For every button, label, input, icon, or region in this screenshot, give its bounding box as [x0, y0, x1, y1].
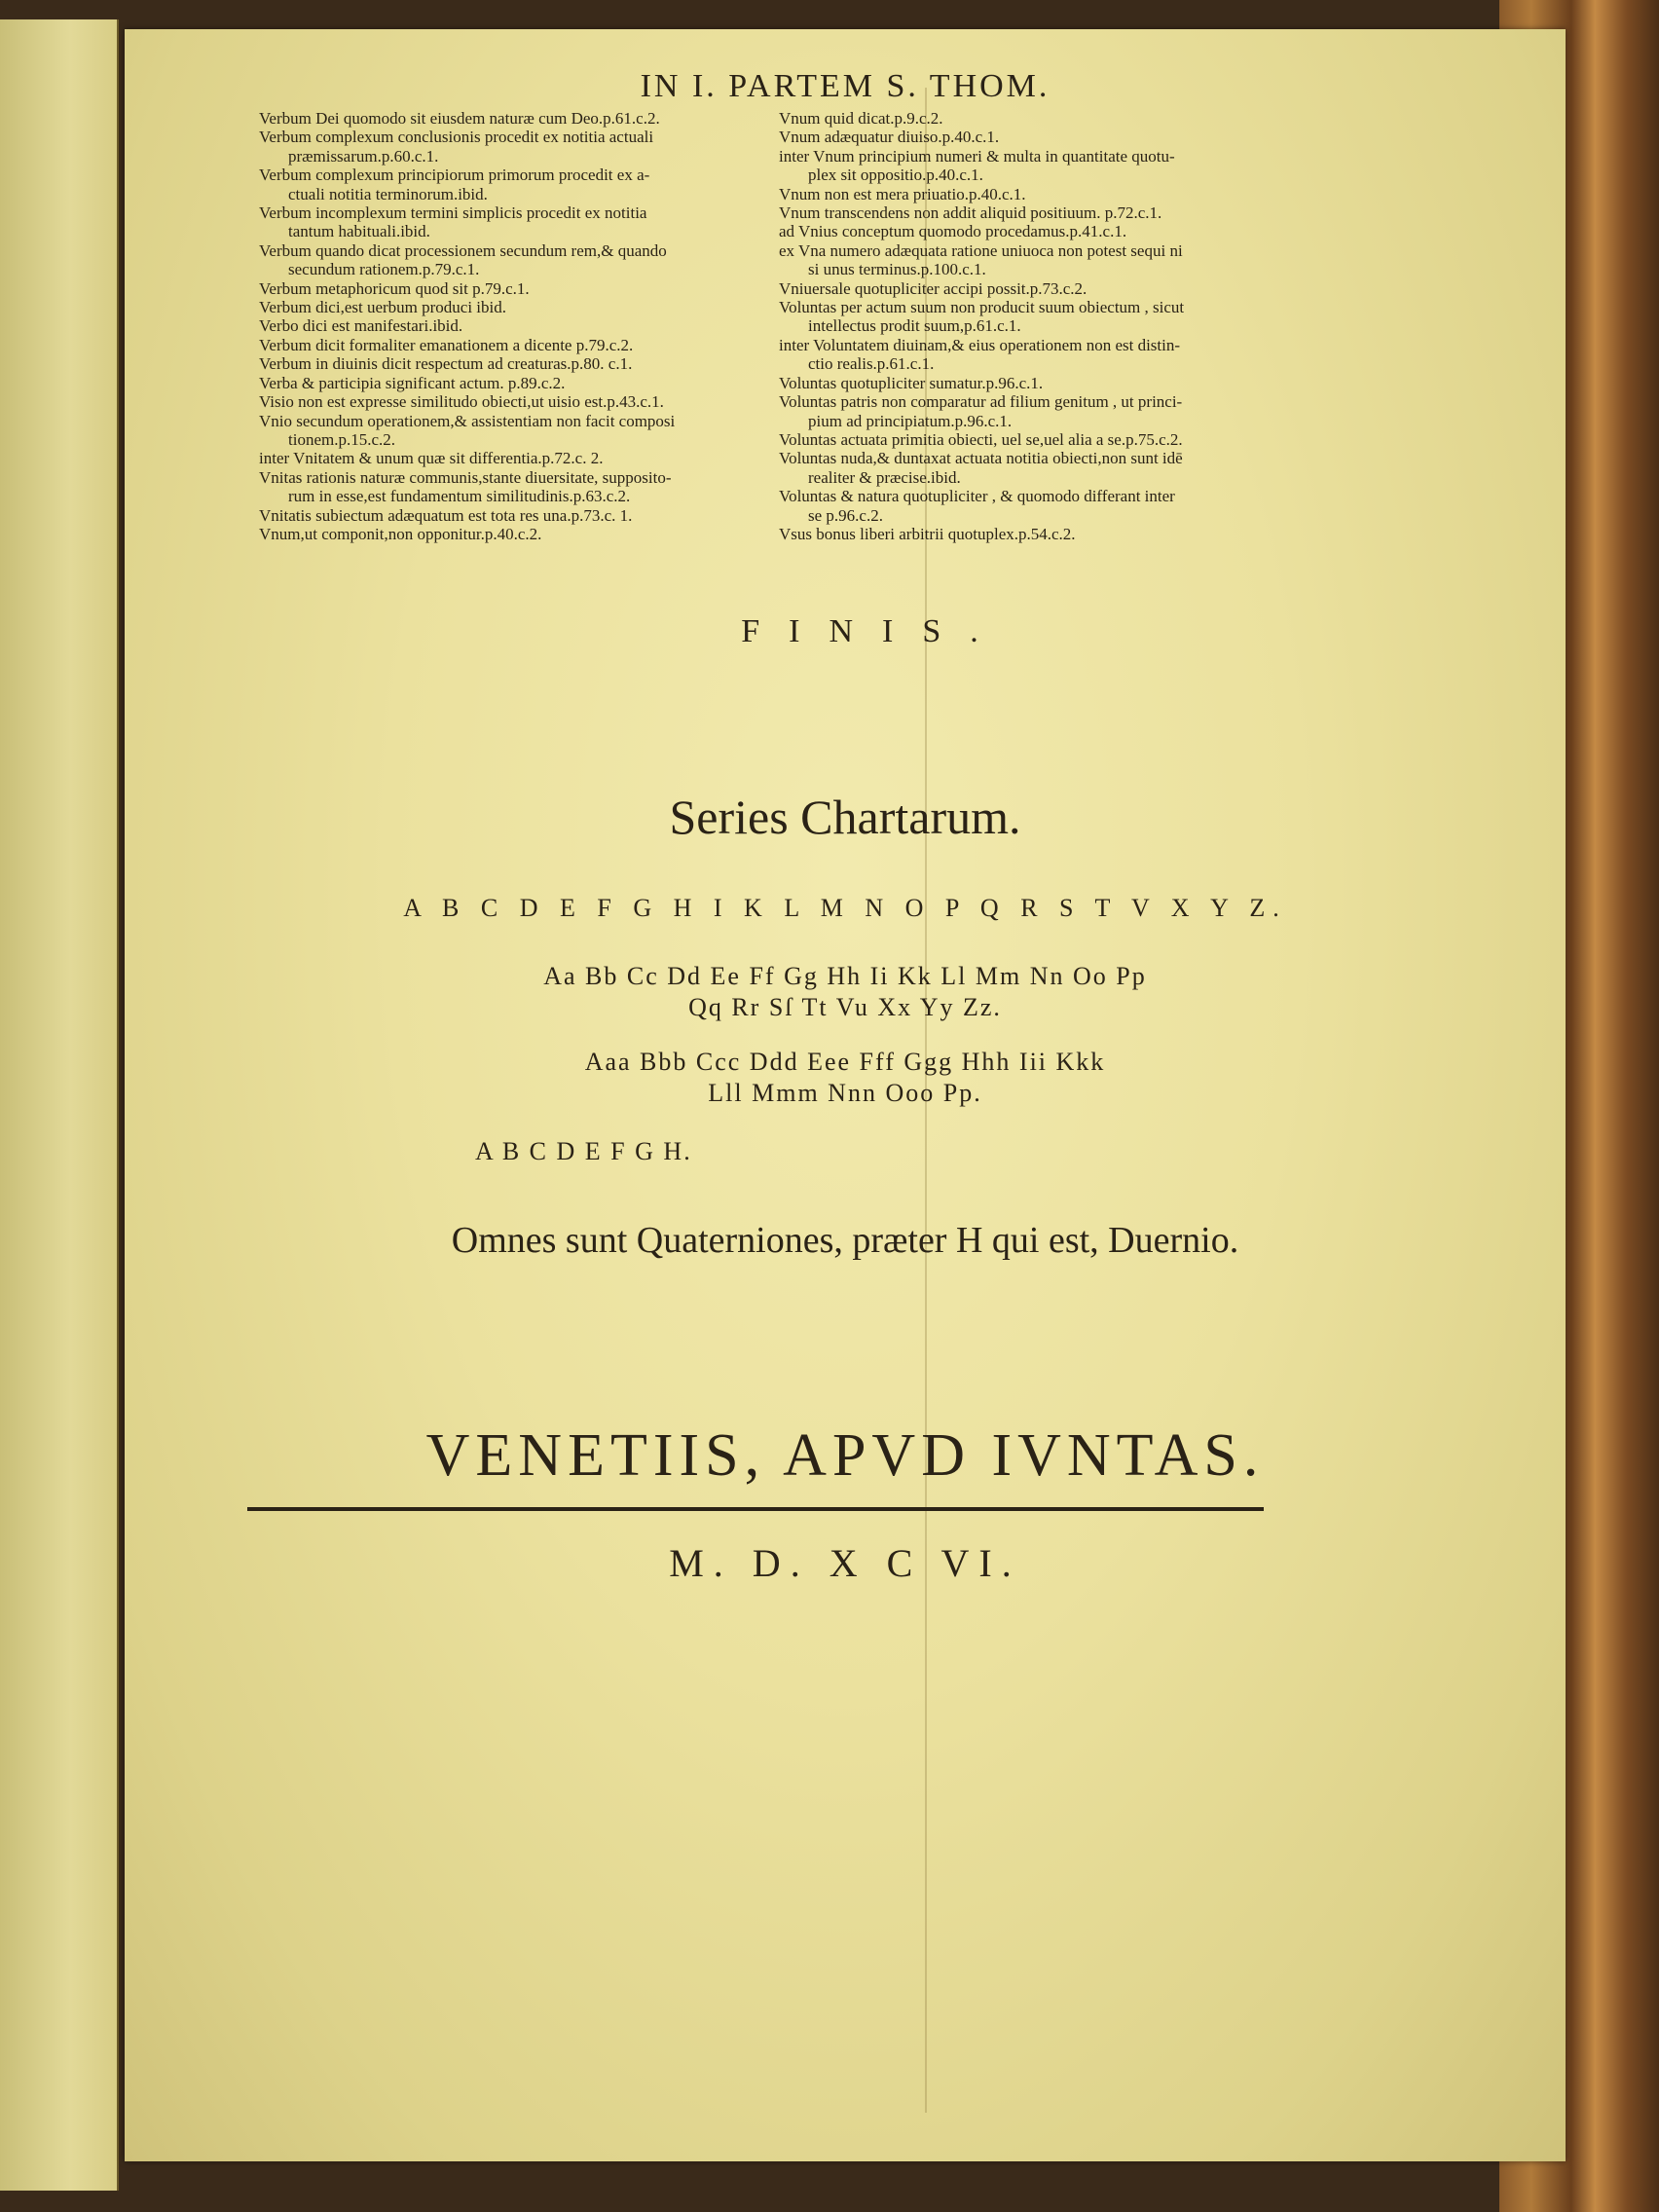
index-entry: præmissarum.p.60.c.1.: [288, 146, 439, 166]
register-line: Aa Bb Cc Dd Ee Ff Gg Hh Ii Kk Ll Mm Nn Oo Pp: [543, 962, 1147, 990]
index-entry: Verba & participia significant actum. p.89.c.2.: [259, 373, 566, 392]
index-entry: Verbum in diuinis dicit respectum ad creaturas.p.80. c.1.: [259, 354, 633, 374]
finis-heading: FINIS.: [741, 613, 1008, 649]
index-entry: Vsus bonus liberi arbitrii quotuplex.p.54.c.2.: [779, 524, 1076, 543]
index-entry: Voluntas actuata primitia obiecti, uel se,uel alia a se.p.75.c.2.: [779, 429, 1183, 449]
index-entry: tionem.p.15.c.2.: [288, 429, 396, 449]
register-line: A B C D E F G H.: [475, 1137, 692, 1165]
index-entry: Verbum Dei quomodo sit eiusdem naturæ cum Deo.p.61.c.2.: [259, 109, 660, 128]
index-entry: Vnum adæquatur diuiso.p.40.c.1.: [779, 128, 1000, 147]
index-entry: inter Vnum principium numeri & multa in quantitate quotu-: [779, 146, 1175, 166]
register-line: Lll Mmm Nnn Ooo Pp.: [708, 1079, 982, 1107]
index-entry: Voluntas per actum suum non producit suum obiectum , sicut: [779, 298, 1185, 317]
index-entry: Verbum incomplexum termini simplicis procedit ex notitia: [259, 203, 647, 223]
book-page: [125, 29, 1566, 2161]
register-line: Aaa Bbb Ccc Ddd Eee Fff Ggg Hhh Iii Kkk: [584, 1048, 1106, 1076]
register-line: A B C D E F G H I K L M N O P Q R S T V X Y Z.: [403, 894, 1287, 922]
index-entry: Vnio secundum operationem,& assistentiam non facit composi: [259, 411, 676, 430]
index-entry: inter Voluntatem diuinam,& eius operationem non est distin-: [779, 335, 1181, 354]
index-entry: ctuali notitia terminorum.ibid.: [288, 184, 488, 203]
imprint-place: VENETIIS, APVD IVNTAS.: [425, 1422, 1265, 1489]
index-column-right: [779, 109, 1412, 543]
index-entry: plex sit oppositio.p.40.c.1.: [808, 166, 983, 185]
index-entry: ad Vnius conceptum quomodo procedamus.p.41.c.1.: [779, 222, 1127, 241]
index-entry: Voluntas quotupliciter sumatur.p.96.c.1.: [779, 373, 1044, 392]
index-entry: si unus terminus.p.100.c.1.: [808, 260, 986, 279]
index-entry: Vnum non est mera priuatio.p.40.c.1.: [779, 184, 1026, 203]
index-entry: secundum rationem.p.79.c.1.: [288, 260, 480, 279]
running-head: IN I. PARTEM S. THOM.: [640, 68, 1051, 104]
index-entry: Verbum quando dicat processionem secundum rem,& quando: [259, 240, 667, 260]
index-entry: inter Vnitatem & unum quæ sit differentia.p.72.c. 2.: [259, 449, 604, 468]
index-entry: Vniuersale quotupliciter accipi possit.p.73.c.2.: [779, 278, 1088, 298]
index-entry: Vnum transcendens non addit aliquid positiuum. p.72.c.1.: [779, 203, 1162, 223]
index-entry: tantum habituali.ibid.: [288, 222, 430, 241]
index-entry: Verbum complexum conclusionis procedit ex notitia actuali: [259, 128, 654, 147]
index-entry: ctio realis.p.61.c.1.: [808, 354, 935, 374]
imprint-rule: [247, 1507, 1264, 1511]
quire-note: Omnes sunt Quaterniones, præter H qui est, Duernio.: [451, 1220, 1239, 1261]
index-entry: Verbo dici est manifestari.ibid.: [259, 316, 463, 336]
index-entry: intellectus prodit suum,p.61.c.1.: [808, 316, 1021, 336]
previous-page-edge: [0, 19, 119, 2191]
index-entry: realiter & præcise.ibid.: [808, 467, 961, 487]
index-entry: Verbum metaphoricum quod sit p.79.c.1.: [259, 278, 530, 298]
index-entry: Vnum quid dicat.p.9.c.2.: [779, 109, 943, 128]
index-entry: Visio non est expresse similitudo obiecti,ut uisio est.p.43.c.1.: [259, 392, 664, 412]
index-entry: Voluntas nuda,& duntaxat actuata notitia obiecti,non sunt idē: [779, 449, 1183, 468]
index-entry: Vnitas rationis naturæ communis,stante diuersitate, supposito-: [259, 467, 672, 487]
index-entry: pium ad principiatum.p.96.c.1.: [808, 411, 1013, 430]
register-title: Series Chartarum.: [669, 790, 1021, 844]
index-entry: rum in esse,est fundamentum similitudinis.p.63.c.2.: [288, 487, 631, 506]
index-entry: Verbum dici,est uerbum produci ibid.: [259, 298, 507, 317]
index-entry: se p.96.c.2.: [808, 505, 883, 525]
index-entry: Vnitatis subiectum adæquatum est tota res una.p.73.c. 1.: [259, 505, 633, 525]
register-line: Qq Rr Sſ Tt Vu Xx Yy Zz.: [688, 993, 1002, 1021]
index-entry: Vnum,ut componit,non opponitur.p.40.c.2.: [259, 524, 542, 543]
index-entry: Voluntas & natura quotupliciter , & quomodo differant inter: [779, 487, 1175, 506]
index-entry: ex Vna numero adæquata ratione uniuoca non potest sequi ni: [779, 240, 1183, 260]
imprint-date: M. D. X C VI.: [669, 1541, 1021, 1585]
index-entry: Voluntas patris non comparatur ad filium genitum , ut princi-: [779, 392, 1183, 412]
index-entry: Verbum complexum principiorum primorum procedit ex a-: [259, 166, 650, 185]
index-entry: Verbum dicit formaliter emanationem a dicente p.79.c.2.: [259, 335, 634, 354]
